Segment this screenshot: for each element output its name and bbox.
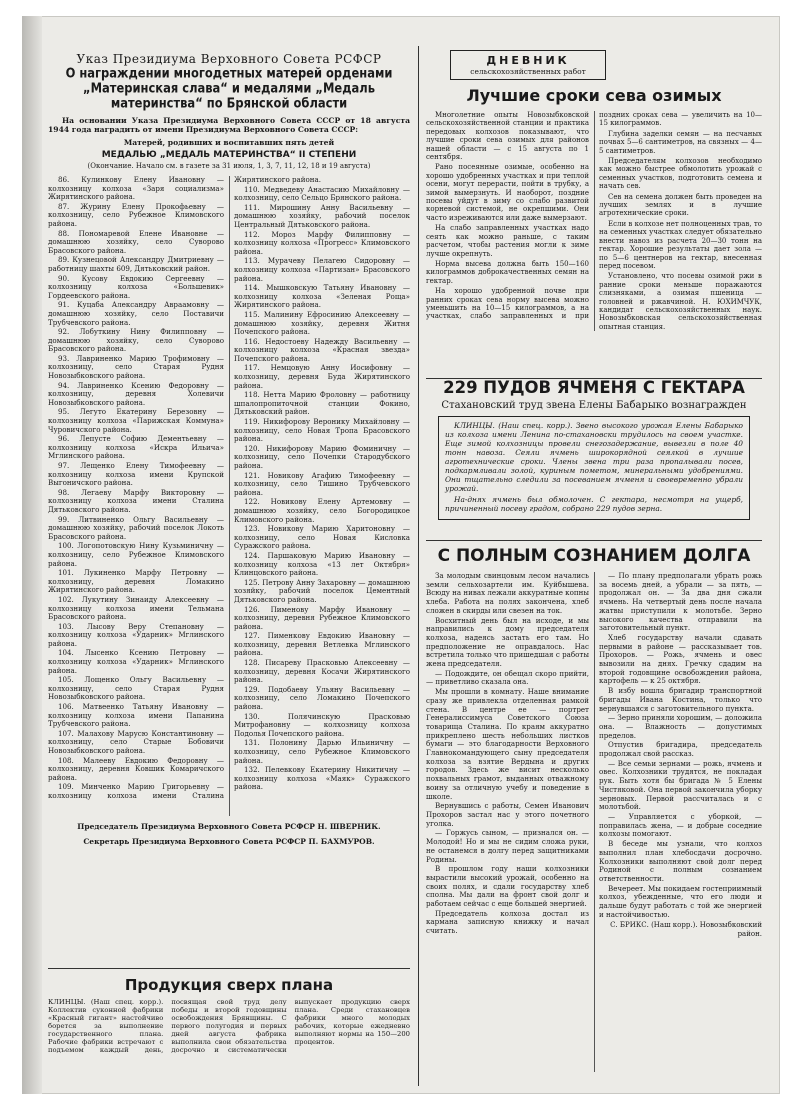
award-entry: 93. Лавриненко Марию Трофимовну — колхозницу, село Старая Рудня Новозыбковского района. xyxy=(48,353,224,381)
section-divider xyxy=(426,540,762,541)
award-entry: 115. Малинину Ефросинию Алексеевну — домашнюю хозяйку, деревня Житня Почепского района. xyxy=(234,309,410,337)
award-entry: 98. Легаеву Марфу Викторовну — колхозницу колхоза имени Сталина Дятьковского района. xyxy=(48,487,224,514)
award-entry: 88. Пономаревой Елене Ивановне — домашнюю хозяйку, село Суворово Брасовского района. xyxy=(48,228,224,255)
award-entry: 97. Лещенко Елену Тимофеевну — колхозницу колхоза имени Крупской Выгоничского района. xyxy=(48,461,224,488)
yachmen-paragraph: КЛИНЦЫ. (Наш спец. корр.). Звено высокого урожая Елены Бабарыко из колхоза имени Ленина по-стахановски трудилось на своем участке. Еще зимой колхозницы провели снегозадержание, вывезли в поле 40 тонн навоза. Сеяли ячмень широкорядной сеялкой в лучшие агротехнические сроки. Члены звена три раза пропалывали посев, подкармливали золой, куриным пометом, минеральными удобрениями. Они тщательно следили за посеванием ячменя и своевременно убрали урожай. xyxy=(445,421,743,493)
diary-paragraph: Глубина заделки семян — на песчаных почвах 5—6 сантиметров, на связных — 4—5 сантиметров. xyxy=(599,129,762,155)
signature-chair: Председатель Президиума Верховного Совета РСФСР Н. ШВЕРНИК. xyxy=(77,822,381,831)
award-entry: 87. Журину Елену Прокофьевну — колхозницу, село Рубежное Климовского района. xyxy=(48,201,224,228)
award-entry: 101. Лукиненко Марфу Петровну — колхозницу, деревня Ломакино Жирятинского района. xyxy=(48,568,224,595)
duty-paragraph: — По плану предполагали убрать рожь за восемь дней, а убрали — за пять, — продолжал он. — За два дня сжали ячмень. На четвертый день после начала жатвы приступили к молотьбе. Зерно высокого качества отправили на заготовительный пункт. xyxy=(599,571,762,633)
diary-paragraph: На слабо заправленных участках надо сеять как можно раньше, с таким расчетом, чтобы растения могли к зиме лучше окрепнуть. xyxy=(426,224,589,258)
award-entry: 131. Полонину Дарью Ильиничну — колхозницу, село Рубежное Климовского района. xyxy=(234,738,410,765)
award-entry: 107. Малахову Марусю Константиновну — колхозницу, село Старые Бобовичи Новозыбковского района. xyxy=(48,728,224,755)
diary-paragraph: Норма высева должна быть 150—160 килограммов доброкачественных семян на гектар. xyxy=(426,259,589,285)
produce-title: Продукция сверх плана xyxy=(124,976,334,994)
continuation-note: (Окончание. Начало см. в газете за 31 июля, 1, 3, 7, 11, 12, 18 и 19 августа) xyxy=(87,162,371,170)
duty-paragraph: В беседе мы узнали, что колхоз выполнил план хлебосдачи досрочно. Колхозники выполняют свой долг перед Родиной с полным сознанием ответственности. xyxy=(599,839,762,883)
award-entry: 123. Новикову Марию Харитоновну — колхозницу, село Новая Кисловка Суражского района. xyxy=(234,524,410,551)
award-entry: 122. Новикову Елену Артемовну — домашнюю хозяйку, село Богородицкое Климовского района. xyxy=(234,497,410,524)
award-entry: 129. Подобаеву Ульяну Васильевну — колхозницу, село Ломакино Почепского района. xyxy=(234,684,410,712)
decree-preamble: На основании Указа Президиума Верховного Совета СССР от 18 августа 1944 года наградить от имени Президиума Верховного Совета СССР: xyxy=(48,116,410,134)
duty-paragraph: Хлеб государству начали сдавать первыми в районе — рассказывает тов. Прохоров. — Рожь, ячмень и овес вывозили на днях. Гречку сдадим на второй годовщине освобождения района, картофель — к 25 октября. xyxy=(599,632,762,686)
yachmen-title: 229 ПУДОВ ЯЧМЕНЯ С ГЕКТАРА xyxy=(443,378,745,397)
diary-word: ДНЕВНИК xyxy=(486,54,570,67)
award-entry: 117. Немцовую Анну Иосифовну — колхозницу, деревня Буда Жирятинского района. xyxy=(234,363,410,390)
duty-paragraph: Вернувшись с работы, Семен Иванович Прохоров застал нас у этого почетного уголка. xyxy=(426,801,589,828)
duty-paragraph: Отпустив бригадира, председатель продолжал свой рассказ. xyxy=(599,740,762,759)
award-entry: 126. Пименову Марфу Ивановну — колхозницу, деревня Рубежное Климовского района. xyxy=(234,604,410,631)
duty-byline: С. БРИКС. (Наш корр.). Новозыбковский район. xyxy=(610,921,762,939)
diary-subtitle: сельскохозяйственных работ xyxy=(470,67,586,76)
award-entry: 99. Литвиненко Ольгу Васильевну — домашнюю хозяйку, рабочий поселок Локоть Брасовского района. xyxy=(48,514,224,541)
decree-headline: О награждении многодетных матерей орденами „Материнская слава“ и медалями „Медаль материнства“ по Брянской области xyxy=(65,64,393,111)
duty-paragraph: Председатель колхоза достал из кармана записную книжку и начал считать. xyxy=(426,908,589,936)
medal-line: МЕДАЛЬЮ „МЕДАЛЬ МАТЕРИНСТВА“ II СТЕПЕНИ xyxy=(101,150,357,160)
diary-title: Лучшие сроки сева озимых xyxy=(466,86,722,105)
duty-paragraph: В прошлом году наши колхозники вырастили высокий урожай, особенно на своих полях, и сдали государству хлеб сполна. Мы дали на фронт свой долг и работаем сейчас с еще большей энергией. xyxy=(426,864,589,909)
award-entry: 108. Малееву Евдокию Федоровну — колхозницу, деревня Ковшик Комаричского района. xyxy=(48,755,224,782)
award-entry: 118. Нетта Марию Фроловну — работницу шпалопропиточной станции Фокино, Дятьковский район. xyxy=(234,390,410,417)
decree-article xyxy=(48,46,410,966)
award-entry: 112. Мороз Марфу Филипповну — колхозницу колхоза «Прогресс» Климовского района. xyxy=(234,229,410,256)
duty-paragraph: За молодым свинцовым лесом начались земли сельхозартели им. Куйбышева. Всюду на нивах лежали аккуратные копны хлеба. Работа на полях закончена, хлеб сложен в скирды или свезен на ток. xyxy=(426,571,589,615)
award-entry: 109. Минченко Марию Григорьевну — колхозницу колхоза имени Сталина Жирятинского района. xyxy=(48,175,321,800)
award-entry: 104. Лысенко Ксению Петровну — колхозницу колхоза «Ударник» Мглинского района. xyxy=(48,648,224,675)
duty-paragraph: Восхитный день был на исходе, и мы направились к дому председателя колхоза, надеясь застать его там. Но предположение не оправдалось. Нас встретила только что пришедшая с работы жена председателя. xyxy=(426,615,589,669)
duty-body xyxy=(426,572,762,1072)
decree-subject-line: Матерей, родивших и воспитавших пять детей xyxy=(123,138,335,147)
duty-paragraph: — Управляется с уборкой, — поправилась жена, — и добрые соседние колхозы помогают. xyxy=(599,811,762,839)
award-entry: 89. Кузнецовой Александру Дмитриевну — работницу шахты 609, Дятьковский район. xyxy=(48,255,224,273)
diary-body xyxy=(426,111,762,331)
award-entry: 96. Лепусте Софию Дементьевну — колхозницу колхоза «Искра Ильича» Мглинского района. xyxy=(48,434,224,461)
yachmen-article xyxy=(426,378,762,538)
produce-body: КЛИНЦЫ. (Наш спец. корр.). Коллектив суконной фабрики «Красный гигант» настойчиво борется за выполнение государственного плана. Рабочие фабрики встречают с подъемом каждый день, посвящая свой труд делу победы и второй годовщины освобождения Брянщины. С первого полугодия и первых дней августа фабрика выполнила свои обязательства досрочно и систематически выпускает продукцию сверх плана. Среди стахановцев фабрики много молодых рабочих, которые ежедневно выполняют нормы на 150—200 процентов. xyxy=(48,998,410,1054)
section-divider xyxy=(48,968,410,969)
yachmen-subtitle: Стахановский труд звена Елены Бабарыко вознагражден xyxy=(441,400,747,411)
award-entry: 105. Лощенко Ольгу Васильевну — колхозницу, село Старая Рудня Новозыбковского района. xyxy=(48,675,224,702)
diary-rubric xyxy=(450,50,606,80)
diary-paragraph: Многолетние опыты Новозыбковской сельскохозяйственной станции и практика передовых колхозов показывают, что лучшие сроки сева озимых для районов нашей области — с 15 августа по 1 сентября. xyxy=(426,111,589,162)
award-entry: 124. Паршаковую Марию Ивановну — колхозницу колхоза «13 лет Октября» Клинцовского района. xyxy=(234,550,410,578)
duty-paragraph: — Подождите, он обещал скоро прийти, — приветливо сказала она. xyxy=(426,668,589,687)
award-entry: 116. Недостоеву Надежду Васильевну — колхозницу колхоза «Красная звезда» Почепского района. xyxy=(234,336,410,363)
award-entry: 119. Никифорову Веронику Михайловну — колхозницу, село Новая Тропа Брасовского района. xyxy=(234,417,410,444)
award-entry: 132. Пелевкову Екатерину Никитичну — колхозницу колхоза «Маяк» Суражского района. xyxy=(234,765,410,792)
award-entry: 100. Логопотовскую Нину Кузьминичну — колхозницу, село Рубежное Климовского района. xyxy=(48,541,224,568)
diary-paragraph: На хорошо удобренной почве при ранних сроках сева норму высева можно уменьшить на 10—15 килограммов, а на участках, слабо заправленных и при поздних сроках сева — увеличить на 10—15 килограммов. xyxy=(426,111,762,321)
award-entry: 111. Мирошину Анну Васильевну — домашнюю хозяйку, рабочий поселок Центральный Дятьковского района. xyxy=(234,202,410,229)
award-entry: 114. Мышковскую Татьяну Ивановну — колхозницу колхоза «Зеленая Роща» Жирятинского района. xyxy=(234,283,410,310)
page-gutter-shadow xyxy=(22,16,42,1094)
award-entry: 103. Лысову Веру Степановну — колхозницу колхоза «Ударник» Мглинского района. xyxy=(48,621,224,648)
award-entry: 113. Мурачеву Пелагею Сидоровну — колхозницу колхоза «Партизан» Брасовского района. xyxy=(234,256,410,283)
decree-overline: Указ Президиума Верховного Совета РСФСР xyxy=(76,52,382,66)
produce-article xyxy=(48,976,410,1086)
duty-article xyxy=(426,546,762,1086)
yachmen-box xyxy=(438,416,750,520)
awards-list xyxy=(48,176,410,816)
diary-paragraph: Председателям колхозов необходимо как можно быстрее обмолотить урожай с семенных участков, подготовить семена и начать сев. xyxy=(599,157,762,191)
column-divider xyxy=(418,46,419,1086)
award-entry: 94. Лавриненко Ксению Федоровну — колхозницу, деревня Холевичи Новозыбковского района. xyxy=(48,380,224,407)
award-entry: 130. Полячинскую Прасковью Митрофановну — колхозницу колхоза Подолья Почепского района. xyxy=(234,711,410,738)
diary-paragraph: Если в колхозе нет полноценных трав, то на семенных участках следует обязательно внести навоз из расчета 20—30 тонн на гектар. Хорошие результаты дает зола — по 5—6 центнеров на гектар, внесенная перед посевом. xyxy=(599,219,762,270)
award-entry: 91. Куцаба Александру Авраамовну — домашнюю хозяйку, село Поставичи Трубчевского района. xyxy=(48,300,224,327)
diary-paragraph: Установлено, что посевы озимой ржи в ранние сроки меньше поражаются слизняками, а озимая пшеница — головней и ржавчиной. Н. ЮХИМЧУК, кандидат сельскохозяйственных наук. Новозыбковская сельскохозяйственная опытная станция. xyxy=(599,272,762,331)
yachmen-paragraph: На-днях ячмень был обмолочен. С гектара, несмотря на ущерб, причиненный посеву градом, собрано 229 пудов зерна. xyxy=(445,495,743,513)
award-entry: 86. Кулинкову Елену Ивановну — колхозницу колхоза «Заря социализма» Жирятинского района. xyxy=(48,175,224,202)
duty-paragraph: Мы прошли в комнату. Наше внимание сразу же привлекла отделенная рамкой стена. В центре ее — портрет Генералиссимуса Советского Союза товарища Сталина. По краям аккуратно прикреплено шесть небольших листков бумаги — это благодарности Верховного Главнокомандующего сыну председателя колхоза за взятие Вердына и других городов. Здесь же висит несколько похвальных грамот, выданных отважному воину за отличную учебу и поведение в школе. xyxy=(426,687,589,801)
award-entry: 125. Петрову Анну Захаровну — домашнюю хозяйку, рабочий поселок Цементный Дятьковского района. xyxy=(234,577,410,604)
award-entry: 95. Легуто Екатерину Березовну — колхозницу колхоза «Парижская Коммуна» Чуровичского района. xyxy=(48,407,224,434)
award-entry: 106. Матвеенко Татьяну Ивановну — колхозницу колхоза имени Папанина Трубчевского района. xyxy=(48,702,224,729)
duty-paragraph: — Горжусь сыном, — признался он. — Молодой! Но и мы не сидим сложа руки, не останемся в долгу перед защитниками Родины. xyxy=(426,828,589,864)
award-entry: 92. Лобуткину Нину Филипповну — домашнюю хозяйку, село Суворово Брасовского района. xyxy=(48,327,224,354)
award-entry: 128. Писареву Прасковью Алексеевну — колхозницу, деревня Косачи Жирятинского района. xyxy=(234,658,410,685)
award-entry: 102. Лукутину Зинаиду Алексеевну — колхозницу колхоза имени Тельмана Брасовского района. xyxy=(48,594,224,622)
diary-paragraph: Сев на семена должен быть проведен на лучших землях и в лучшие агротехнические сроки. xyxy=(599,192,762,218)
diary-paragraph: Рано посеянные озимые, особенно на хорошо удобренных участках и при теплой осени, могут перерасти, пойти в трубку, а зимой вымерзнуть. И наоборот, поздние посевы уйдут в зиму со слабо развитой корневой системой, не окрепшими. Они часто изреживаются или даже вымерзают. xyxy=(426,163,589,222)
duty-paragraph: — Все семьи зернами — рожь, ячмень и овес. Колхозники трудятся, не покладая рук. Быть хотя бы бригада № 5 Елены Чистяковой. Она первой закончила уборку зерновых. Первой рассчиталась и с молотьбой. xyxy=(599,758,762,812)
award-entry: 120. Никифорову Марию Фоминичну — колхозницу, село Почепки Стародубского района. xyxy=(234,443,410,470)
signature-secretary: Секретарь Президиума Верховного Совета РСФСР П. БАХМУРОВ. xyxy=(83,837,375,846)
award-entry: 127. Пименкову Евдокию Ивановну — колхозницу, деревня Ветлевка Мглинского района. xyxy=(234,631,410,658)
award-entry: 90. Кусову Евдокию Сергеевну — колхозницу колхоза «Большевик» Гордеевского района. xyxy=(48,273,224,300)
duty-title: С ПОЛНЫМ СОЗНАНИЕМ ДОЛГА xyxy=(437,546,751,566)
duty-paragraph: Вечереет. Мы покидаем гостеприимный колхоз, убежденные, что его люди и дальше будут работать с той же энергией и настойчивостью. xyxy=(599,883,762,919)
award-entry: 110. Медведеву Анастасию Михайловну — колхозницу, село Сельцо Брянского района. xyxy=(234,184,410,203)
diary-article xyxy=(426,46,762,376)
duty-paragraph: В избу вошла бригадир транспортной бригады Ивана Костина, только что вернувшаяся с заготовительного пункта. xyxy=(599,686,762,713)
award-entry: 121. Новикову Агафию Тимофеевну — колхозницу, село Тишино Трубчевского района. xyxy=(234,470,410,497)
duty-paragraph: — Зерно приняли хорошим, — доложила она. — Влажность — допустимых пределов. xyxy=(599,713,762,740)
